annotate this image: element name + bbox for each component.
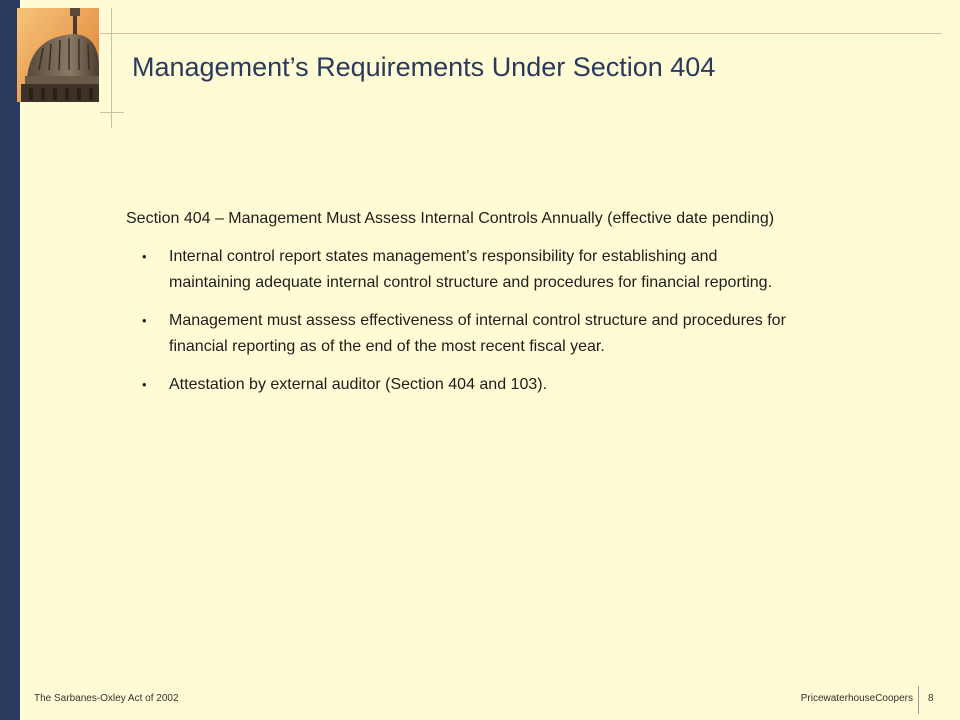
bullet-text: Internal control report states management’s responsibility for establishing and maintaining adequate internal control structure and procedures for financial reporting.	[169, 248, 773, 291]
bullet-icon: •	[142, 313, 147, 328]
page-number: 8	[928, 693, 934, 704]
bullet-item	[126, 244, 786, 296]
footer-brand: PricewaterhouseCoopers	[800, 693, 913, 704]
capitol-dome-image	[17, 8, 99, 102]
title-horizontal-rule	[100, 33, 942, 34]
left-accent-band	[0, 0, 20, 720]
bullet-list	[126, 244, 786, 398]
section-intro: Section 404 – Management Must Assess Internal Controls Annually (effective date pending)	[126, 210, 775, 227]
slide-body	[126, 206, 786, 410]
bullet-text: Attestation by external auditor (Section 404 and 103).	[169, 376, 548, 393]
title-vertical-rule	[111, 8, 112, 128]
bullet-item	[126, 308, 786, 360]
bullet-text: Management must assess effectiveness of internal control structure and procedures for financial reporting as of the end of the most recent fiscal year.	[169, 312, 786, 355]
title-corner-tick	[100, 112, 124, 113]
bullet-icon: •	[142, 377, 147, 392]
footer-divider	[918, 686, 919, 714]
bullet-item	[126, 372, 786, 398]
slide-title: Management’s Requirements Under Section 404	[132, 52, 716, 82]
bullet-icon: •	[142, 249, 147, 264]
footer-title: The Sarbanes-Oxley Act of 2002	[34, 693, 179, 704]
